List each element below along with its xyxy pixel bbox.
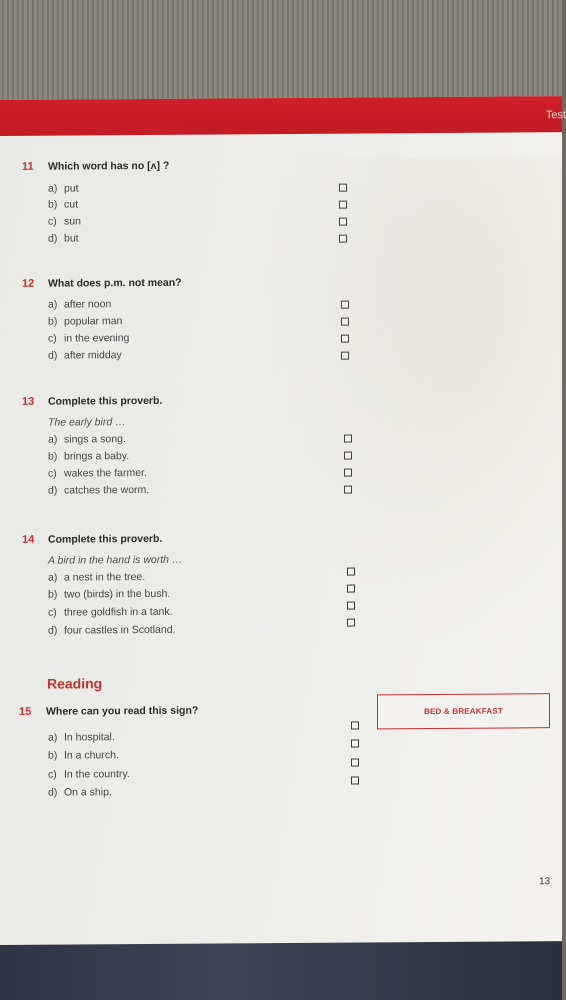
question-15 [0, 703, 400, 718]
question-14 [0, 531, 400, 546]
answer-checkbox[interactable] [344, 435, 352, 443]
question-text: Complete this proverb. [48, 532, 163, 546]
answer-checkbox[interactable] [341, 318, 349, 326]
answer-checkbox[interactable] [351, 758, 359, 766]
answer-checkbox[interactable] [347, 568, 355, 576]
light-reflection [250, 156, 562, 658]
option-a: a) a nest in the tree. [48, 570, 146, 584]
question-number: 15 [19, 705, 32, 718]
answer-checkbox[interactable] [351, 776, 359, 784]
answer-checkbox[interactable] [347, 602, 355, 610]
option-b: b) cut [48, 198, 79, 211]
question-number: 13 [22, 395, 35, 408]
answer-checkbox[interactable] [351, 739, 359, 747]
answer-checkbox[interactable] [347, 585, 355, 593]
answer-checkbox[interactable] [339, 218, 347, 226]
question-number: 12 [22, 277, 35, 290]
option-b: b) two (birds) in the bush. [48, 587, 171, 601]
header-bar [0, 96, 566, 136]
question-12 [0, 275, 400, 290]
option-a: a) put [48, 182, 79, 195]
question-13 [0, 393, 400, 408]
answer-checkbox[interactable] [344, 452, 352, 460]
question-text: Where can you read this sign? [46, 704, 199, 718]
answer-checkbox[interactable] [347, 619, 355, 627]
question-text: Which word has no [ʌ] ? [48, 159, 170, 173]
question-number: 14 [22, 533, 35, 546]
answer-checkbox[interactable] [341, 352, 349, 360]
sign-text: BED & BREAKFAST [423, 706, 503, 717]
question-11 [0, 158, 400, 173]
option-a: a) In hospital. [48, 731, 115, 744]
question-prompt: A bird in the hand is worth … [48, 553, 183, 567]
question-text: What does p.m. not mean? [48, 276, 182, 290]
option-c: c) sun [48, 215, 81, 228]
section-title-reading: Reading [47, 675, 103, 692]
option-d: d) but [48, 232, 79, 245]
option-b: b) popular man [48, 315, 123, 328]
question-number: 11 [22, 160, 34, 173]
answer-checkbox[interactable] [351, 721, 359, 729]
answer-checkbox[interactable] [344, 486, 352, 494]
question-prompt: The early bird … [48, 416, 126, 429]
option-b: b) brings a baby. [48, 450, 130, 463]
sign-image [377, 693, 550, 729]
option-d: d) after midday [48, 349, 122, 362]
answer-checkbox[interactable] [339, 235, 347, 243]
question-text: Complete this proverb. [48, 394, 163, 408]
answer-checkbox[interactable] [344, 469, 352, 477]
background-carpet [0, 0, 562, 110]
option-a: a) after noon [48, 298, 112, 311]
page-number: 13 [539, 876, 551, 888]
option-a: a) sings a song. [48, 433, 126, 446]
option-c: c) in the evening [48, 332, 130, 345]
option-d: d) catches the worm. [48, 483, 150, 497]
option-b: b) In a church. [48, 749, 119, 762]
test-label: Test [545, 109, 566, 122]
answer-checkbox[interactable] [339, 184, 347, 192]
answer-checkbox[interactable] [341, 301, 349, 309]
answer-checkbox[interactable] [339, 201, 347, 209]
option-c: c) three goldfish in a tank. [48, 605, 173, 619]
answer-checkbox[interactable] [341, 335, 349, 343]
worksheet-page [0, 96, 566, 945]
option-d: d) On a ship. [48, 786, 112, 799]
option-d: d) four castles in Scotland. [48, 623, 176, 637]
option-c: c) In the country. [48, 768, 130, 781]
option-c: c) wakes the farmer. [48, 466, 147, 480]
